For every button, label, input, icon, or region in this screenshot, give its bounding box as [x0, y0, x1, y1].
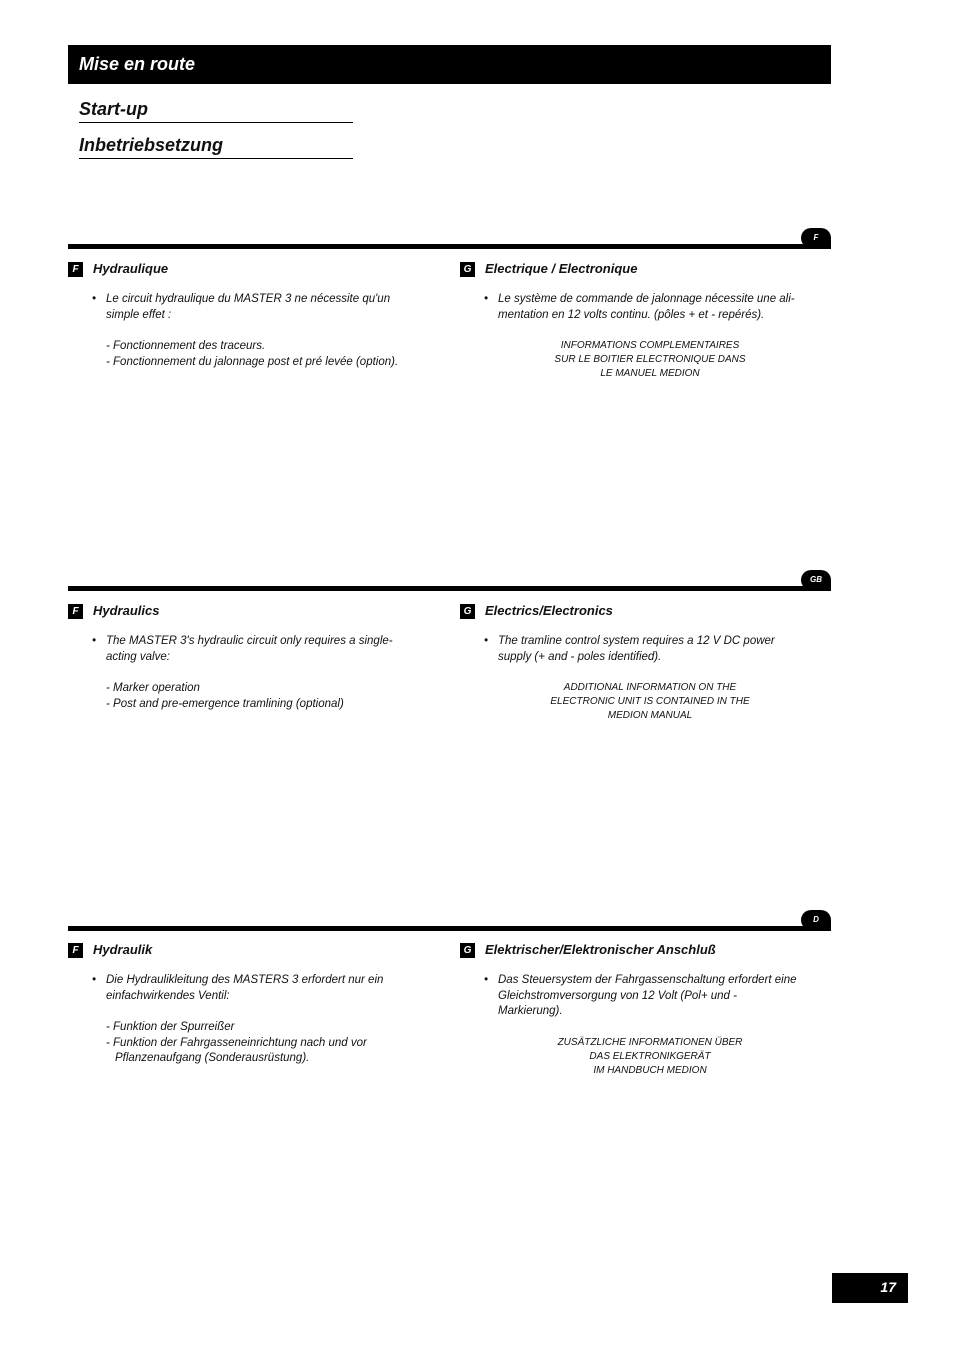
list-item: - Post and pre-emergence tramlining (optional)	[106, 697, 344, 710]
bullet-line: The MASTER 3's hydraulic circuit only requires a single-	[106, 635, 393, 647]
bullet-line: mentation en 12 volts continu. (pôles + et - repérés).	[498, 308, 765, 321]
note-line: INFORMATIONS COMPLEMENTAIRES	[560, 340, 740, 351]
note-line: LE MANUEL MEDION	[600, 368, 700, 379]
hydraulics-block-english	[68, 602, 428, 712]
hydraulics-badge: F	[68, 943, 83, 958]
bullet-line: Le système de commande de jalonnage nécessite une ali-	[498, 293, 795, 305]
bullet-line: Markierung).	[498, 1005, 563, 1017]
subtitle-german: Inbetriebsetzung	[79, 135, 353, 159]
hydraulics-badge: F	[68, 262, 83, 277]
page-number-box	[832, 1273, 908, 1303]
list-item: - Marker operation	[106, 682, 200, 694]
list-item: - Funktion der Spurreißer	[106, 1021, 235, 1033]
list-item: - Fonctionnement du jalonnage post et pré levée (option).	[106, 355, 399, 368]
bullet-line: simple effet :	[106, 308, 172, 321]
bullet-line: The tramline control system requires a 12 V DC power	[498, 635, 775, 647]
electrics-badge: G	[460, 604, 475, 619]
note-line: MEDION MANUAL	[607, 710, 693, 721]
electrics-block-french	[460, 260, 820, 381]
language-tab-english: GB	[801, 570, 831, 590]
hydraulics-title: Hydraulics	[93, 603, 160, 618]
electrics-block-english	[460, 602, 820, 723]
note-line: SUR LE BOITIER ELECTRONIQUE DANS	[554, 354, 746, 365]
bullet-paragraph	[68, 973, 428, 1004]
electrics-badge: G	[460, 262, 475, 277]
bullet-symbol: •	[92, 974, 97, 986]
function-list	[68, 1020, 396, 1067]
note-line: ELECTRONIC UNIT IS CONTAINED IN THE	[550, 696, 750, 707]
bullet-line: Gleichstromversorgung von 12 Volt (Pol+ und -	[498, 989, 737, 1002]
list-item: - Fonctionnement des traceurs.	[106, 340, 266, 352]
electrics-title: Electrics/Electronics	[485, 603, 613, 618]
info-note	[460, 339, 820, 381]
bullet-paragraph	[460, 634, 820, 665]
hydraulics-block-german	[68, 941, 428, 1067]
bullet-paragraph	[68, 292, 428, 323]
bullet-paragraph	[460, 973, 820, 1020]
hydraulics-title: Hydraulik	[93, 942, 153, 957]
bullet-line: Le circuit hydraulique du MASTER 3 ne nécessite qu'un	[106, 293, 391, 305]
electrics-title: Electrique / Electronique	[485, 261, 638, 276]
title-banner	[68, 45, 831, 84]
section-rule-french	[68, 244, 831, 249]
electrics-title: Elektrischer/Elektronischer Anschluß	[485, 942, 716, 957]
info-note	[460, 1036, 820, 1078]
note-line: ADDITIONAL INFORMATION ON THE	[563, 682, 737, 693]
bullet-symbol: •	[484, 974, 489, 986]
language-tab-french: F	[801, 228, 831, 248]
bullet-line: supply (+ and - poles identified).	[498, 650, 662, 663]
hydraulics-title: Hydraulique	[93, 261, 169, 276]
bullet-paragraph	[68, 634, 428, 665]
hydraulics-block-french	[68, 260, 428, 370]
bullet-line: Das Steuersystem der Fahrgassenschaltung erfordert eine	[498, 974, 797, 986]
bullet-symbol: •	[92, 293, 97, 305]
bullet-line: Die Hydraulikleitung des MASTERS 3 erfordert nur ein	[106, 974, 384, 986]
subtitle-english: Start-up	[79, 99, 353, 123]
note-line: DAS ELEKTRONIKGERÄT	[589, 1050, 711, 1062]
function-list	[68, 681, 428, 712]
note-line: IM HANDBUCH MEDION	[593, 1064, 707, 1076]
bullet-symbol: •	[484, 635, 489, 647]
section-rule-german	[68, 926, 831, 931]
page-title: Mise en route	[79, 54, 196, 74]
electrics-badge: G	[460, 943, 475, 958]
hydraulics-badge: F	[68, 604, 83, 619]
bullet-paragraph	[460, 292, 820, 323]
bullet-line: einfachwirkendes Ventil:	[106, 989, 230, 1002]
list-item: - Funktion der Fahrgasseneinrichtung nach und vor Pflanzenaufgang (Sonderausrüstung).	[106, 1036, 367, 1064]
function-list	[68, 339, 428, 370]
info-note	[460, 681, 820, 723]
note-line: ZUSÄTZLICHE INFORMATIONEN ÜBER	[557, 1036, 743, 1048]
language-tab-german: D	[801, 910, 831, 930]
electrics-block-german	[460, 941, 820, 1078]
bullet-symbol: •	[92, 635, 97, 647]
bullet-line: acting valve:	[106, 650, 170, 663]
bullet-symbol: •	[484, 293, 489, 305]
page-number: 17	[880, 1279, 896, 1295]
section-rule-english	[68, 586, 831, 591]
